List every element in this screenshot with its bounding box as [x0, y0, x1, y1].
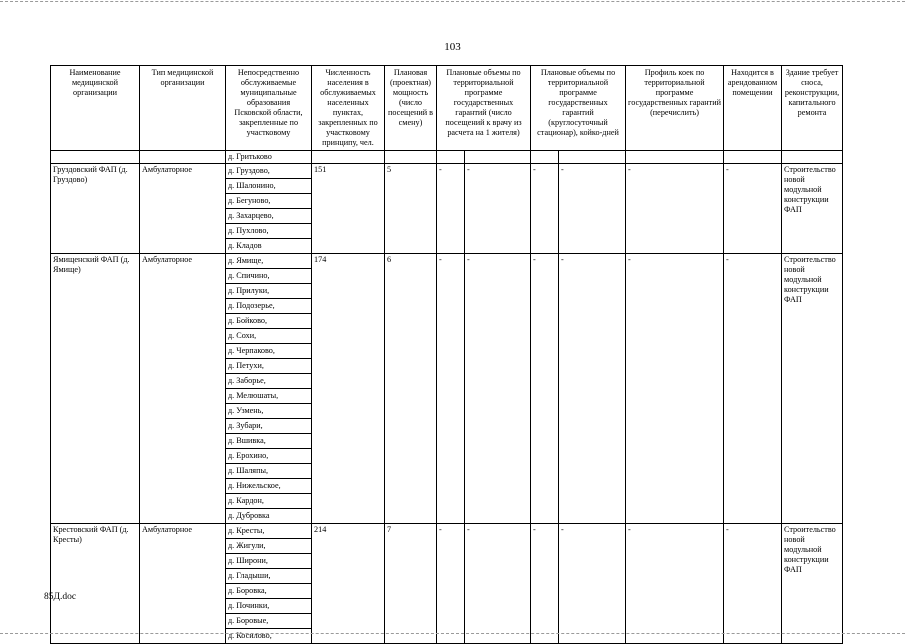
header-visits-volume: Плановые объемы по территориальной программе государственных гарантий (число посещений к врачу из расчета на 1 жителя) [437, 66, 531, 151]
locality-item: д. Жигули, [226, 539, 311, 554]
header-inpatient-volume: Плановые объемы по территориальной программе государственных гарантий (круглосуточный стационар), койко-дней [531, 66, 626, 151]
table-row-continuation [51, 151, 843, 164]
population-value: 151 [312, 164, 385, 254]
locality-item: д. Боровка, [226, 584, 311, 599]
locality-item: д. Петухи, [226, 359, 311, 374]
locality-item: д. Зубари, [226, 419, 311, 434]
locality-item: д. Шаляпы, [226, 464, 311, 479]
header-org-type: Тип медицинской организации [140, 66, 226, 151]
inpatient-volume-b: - [559, 524, 626, 644]
building-status-value: Строительство новой модульной конструкции ФАП [782, 164, 843, 254]
localities-cell [226, 524, 312, 644]
capacity-value: 7 [385, 524, 437, 644]
locality-item: д. Шалонино, [226, 179, 311, 194]
table-row [51, 524, 843, 644]
locality-item: д. Косилово, [228, 631, 272, 640]
locality-item: д. Заборье, [226, 374, 311, 389]
header-capacity: Плановая (проектная) мощность (число посещений в смену) [385, 66, 437, 151]
localities-cell [226, 164, 312, 254]
building-status-value: Строительство новой модульной конструкции ФАП [782, 254, 843, 524]
locality-item: д. Узмень, [226, 404, 311, 419]
org-name: Ямищенский ФАП (д. Ямище) [51, 254, 140, 524]
inpatient-volume-a: - [531, 254, 559, 524]
locality-item: д. Широни, [226, 554, 311, 569]
page-bottom-edge [0, 633, 905, 635]
locality-item: д. Боровые, [226, 614, 311, 629]
locality-item: д. Починки, [226, 599, 311, 614]
table-row [51, 254, 843, 524]
visits-volume-b: - [465, 164, 531, 254]
header-building-status: Здание требует сноса, реконструкции, капитального ремонта [782, 66, 843, 151]
inpatient-volume-a: - [531, 524, 559, 644]
locality-item: д. Сохи, [226, 329, 311, 344]
locality-item: д. Бегуново, [226, 194, 311, 209]
org-name: Крестовский ФАП (д. Кресты) [51, 524, 140, 644]
header-bed-profile: Профиль коек по территориальной программе государственных гарантий (перечислить) [626, 66, 724, 151]
facilities-table [50, 65, 843, 644]
visits-volume-a: - [437, 254, 465, 524]
locality-item: д. Нижельское, [226, 479, 311, 494]
locality-item: д. Захарцево, [226, 209, 311, 224]
table-row [51, 164, 843, 254]
inpatient-volume-a: - [531, 164, 559, 254]
capacity-value: 6 [385, 254, 437, 524]
locality-item: д. Пухлово, [226, 224, 311, 239]
visits-volume-b: - [465, 524, 531, 644]
header-rented: Находится в арендованном помещении [724, 66, 782, 151]
locality-item: д. Дубровка [228, 511, 270, 520]
page-number: 103 [444, 41, 461, 53]
locality-item: д. Гладыши, [226, 569, 311, 584]
footer-filename: 85Д.doc [44, 592, 77, 602]
capacity-value: 5 [385, 164, 437, 254]
bed-profile-value: - [626, 524, 724, 644]
bed-profile-value: - [626, 164, 724, 254]
building-status-value: Строительство новой модульной конструкции ФАП [782, 524, 843, 644]
locality-item: д. Ямище, [226, 254, 311, 269]
locality-item: д. Мелюшаты, [226, 389, 311, 404]
bed-profile-value: - [626, 254, 724, 524]
org-type: Амбулаторное [140, 164, 226, 254]
visits-volume-a: - [437, 524, 465, 644]
header-org-name: Наименование медицинской организации [51, 66, 140, 151]
locality-item: д. Черпаково, [226, 344, 311, 359]
rented-value: - [724, 524, 782, 644]
locality-item: д. Груздово, [226, 164, 311, 179]
locality-item: д. Бойково, [226, 314, 311, 329]
locality-item: д. Кресты, [226, 524, 311, 539]
locality-item: д. Вшивка, [226, 434, 311, 449]
header-municipalities: Непосредственно обслуживаемые муниципальные образования Псковской области, закрепленные по участковому [226, 66, 312, 151]
table-header-row [51, 66, 843, 151]
rented-value: - [724, 164, 782, 254]
locality-item: д. Кардон, [226, 494, 311, 509]
continuation-locality: д. Гритьково [226, 151, 312, 164]
page-top-edge [0, 1, 905, 3]
visits-volume-a: - [437, 164, 465, 254]
locality-item: д. Прилуки, [226, 284, 311, 299]
population-value: 214 [312, 524, 385, 644]
locality-item: д. Спичино, [226, 269, 311, 284]
localities-cell [226, 254, 312, 524]
locality-item: д. Подозерье, [226, 299, 311, 314]
org-type: Амбулаторное [140, 254, 226, 524]
inpatient-volume-b: - [559, 164, 626, 254]
population-value: 174 [312, 254, 385, 524]
rented-value: - [724, 254, 782, 524]
visits-volume-b: - [465, 254, 531, 524]
org-name: Груздовский ФАП (д. Груздово) [51, 164, 140, 254]
locality-item: д. Кладов [228, 241, 262, 250]
inpatient-volume-b: - [559, 254, 626, 524]
org-type: Амбулаторное [140, 524, 226, 644]
header-population: Численность населения в обслуживаемых населенных пунктах, закрепленных по участковому принципу, чел. [312, 66, 385, 151]
locality-item: д. Ерохино, [226, 449, 311, 464]
